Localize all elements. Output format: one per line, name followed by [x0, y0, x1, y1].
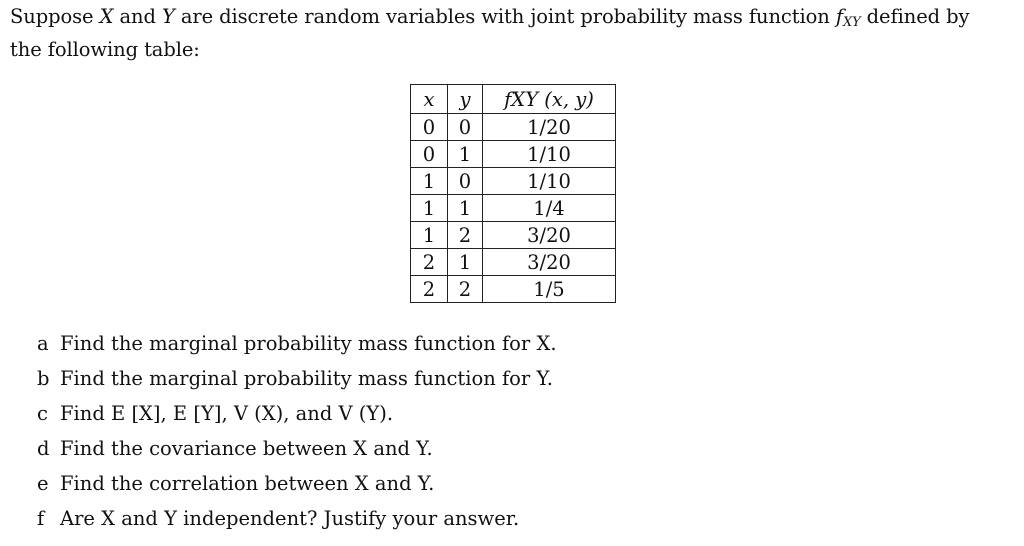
cell-y: 0	[448, 168, 483, 195]
table-row	[411, 141, 616, 168]
part-letter: a	[37, 332, 49, 355]
cell-x: 1	[411, 168, 448, 195]
intro-text-4: the following table:	[10, 38, 200, 61]
joint-pmf-table	[410, 84, 616, 303]
intro-text-2: are discrete random variables with joint probability mass function	[174, 5, 836, 28]
cell-fxy: 3/20	[483, 249, 616, 276]
intro-text-1: Suppose	[10, 5, 100, 28]
cell-y: 1	[448, 249, 483, 276]
cell-x: 0	[411, 141, 448, 168]
part-text: Find the correlation between X and Y.	[60, 472, 435, 495]
table-row	[411, 276, 616, 303]
table-row	[411, 222, 616, 249]
part-letter: e	[37, 472, 49, 495]
table-header-row	[411, 85, 616, 114]
question-part-a	[37, 330, 557, 365]
question-part-e	[37, 470, 557, 505]
cell-y: 1	[448, 195, 483, 222]
cell-y: 0	[448, 114, 483, 141]
cell-x: 0	[411, 114, 448, 141]
question-part-f	[37, 505, 557, 540]
variable-y: Y	[161, 5, 175, 28]
part-text: Are X and Y independent? Justify your answer.	[60, 507, 520, 530]
question-part-d	[37, 435, 557, 470]
part-text: Find E [X], E [Y], V (X), and V (Y).	[60, 402, 394, 425]
cell-y: 1	[448, 141, 483, 168]
part-letter: b	[37, 367, 50, 390]
pmf-subscript: XY	[842, 15, 861, 30]
part-text: Find the covariance between X and Y.	[60, 437, 433, 460]
cell-fxy: 1/10	[483, 168, 616, 195]
intro-text-3: defined by	[860, 5, 970, 28]
variable-x: X	[99, 5, 114, 28]
cell-fxy: 3/20	[483, 222, 616, 249]
table-row	[411, 114, 616, 141]
cell-y: 2	[448, 222, 483, 249]
part-letter: c	[37, 402, 48, 425]
cell-x: 2	[411, 249, 448, 276]
part-text: Find the marginal probability mass function for X.	[60, 332, 557, 355]
part-letter: d	[37, 437, 50, 460]
pmf-symbol: f	[835, 5, 843, 28]
intro-and: and	[113, 5, 162, 28]
header-x: x	[411, 85, 448, 114]
cell-fxy: 1/5	[483, 276, 616, 303]
question-part-c	[37, 400, 557, 435]
cell-y: 2	[448, 276, 483, 303]
part-text: Find the marginal probability mass function for Y.	[60, 367, 554, 390]
cell-fxy: 1/4	[483, 195, 616, 222]
cell-x: 1	[411, 222, 448, 249]
cell-fxy: 1/20	[483, 114, 616, 141]
table-row	[411, 195, 616, 222]
table-row	[411, 249, 616, 276]
cell-fxy: 1/10	[483, 141, 616, 168]
table-row	[411, 168, 616, 195]
header-fxy: fXY (x, y)	[483, 85, 616, 114]
question-parts	[37, 330, 557, 540]
table-body	[411, 114, 616, 303]
part-letter: f	[37, 507, 45, 530]
cell-x: 2	[411, 276, 448, 303]
cell-x: 1	[411, 195, 448, 222]
question-part-b	[37, 365, 557, 400]
problem-statement	[10, 3, 1018, 63]
header-y: y	[448, 85, 483, 114]
